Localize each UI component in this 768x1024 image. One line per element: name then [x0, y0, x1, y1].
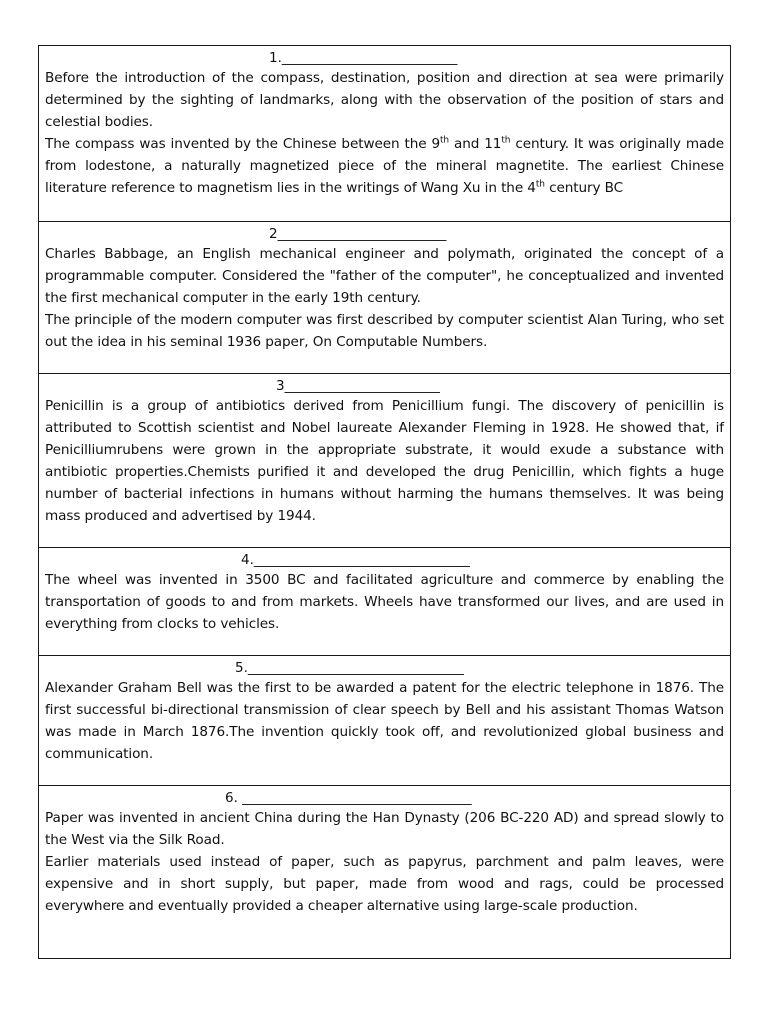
paragraph: The principle of the modern computer was first described by computer scientist Alan Turing, who set out the idea in his seminal 1936 paper, On Computable Numbers. [45, 312, 724, 350]
paragraph: Alexander Graham Bell was the first to be awarded a patent for the electric telephone in 1876. The first successful bi-directional transmission of clear speech by Bell and his assistant Thomas Watson was made in March 1876.The invention quickly took off, and revolutionized global business and communication. [45, 680, 724, 762]
heading-blank-3: 3_______________________ [276, 378, 440, 394]
section-wheel [39, 548, 730, 656]
paragraph: The wheel was invented in 3500 BC and facilitated agriculture and commerce by enabling the transportation of goods to and from markets. Wheels have transformed our lives, and are used in everything from clocks to vehicles. [45, 572, 724, 632]
paragraph: Before the introduction of the compass, destination, position and direction at sea were primarily determined by the sighting of landmarks, along with the observation of the position of stars and celestial bodies. [45, 70, 724, 130]
section-computer [39, 222, 730, 374]
paragraph: Charles Babbage, an English mechanical engineer and polymath, originated the concept of a programmable computer. Considered the "father of the computer", he conceptualized and invented the first mechanical computer in the early 19th century. [45, 246, 724, 306]
paragraph: Paper was invented in ancient China during the Han Dynasty (206 BC-220 AD) and spread slowly to the West via the Silk Road. [45, 810, 724, 848]
section-paper [39, 786, 730, 958]
section-heading [45, 790, 724, 807]
worksheet-table [38, 45, 731, 959]
paragraph: Earlier materials used instead of paper, such as papyrus, parchment and palm leaves, were expensive and in short supply, but paper, made from wood and rags, could be processed everywhere and eventually provided a cheaper alternative using large-scale production. [45, 854, 724, 914]
heading-blank-2: 2_________________________ [269, 226, 447, 242]
section-heading [45, 378, 724, 395]
section-heading [45, 226, 724, 243]
section-penicillin [39, 374, 730, 548]
section-heading [45, 552, 724, 569]
section-telephone [39, 656, 730, 786]
section-compass [39, 46, 730, 222]
heading-blank-6: 6. __________________________________ [225, 790, 472, 806]
section-heading [45, 50, 724, 67]
section-heading [45, 660, 724, 677]
heading-blank-1: 1.__________________________ [269, 50, 458, 66]
paragraph: The compass was invented by the Chinese between the 9th and 11th century. It was originally made from lodestone, a naturally magnetized piece of the mineral magnetite. The earliest Chinese literature reference to magnetism lies in the writings of Wang Xu in the 4th century BC [45, 135, 724, 196]
heading-blank-5: 5.________________________________ [235, 660, 464, 676]
paragraph: Penicillin is a group of antibiotics derived from Penicillium fungi. The discovery of penicillin is attributed to Scottish scientist and Nobel laureate Alexander Fleming in 1928. He showed that, if Penicilliumrubens were grown in the appropriate substrate, it would exude a substance with antibiotic properties.Chemists purified it and developed the drug Penicillin, which fights a huge number of bacterial infections in humans without harming the humans themselves. It was being mass produced and advertised by 1944. [45, 398, 724, 524]
heading-blank-4: 4.________________________________ [241, 552, 470, 568]
